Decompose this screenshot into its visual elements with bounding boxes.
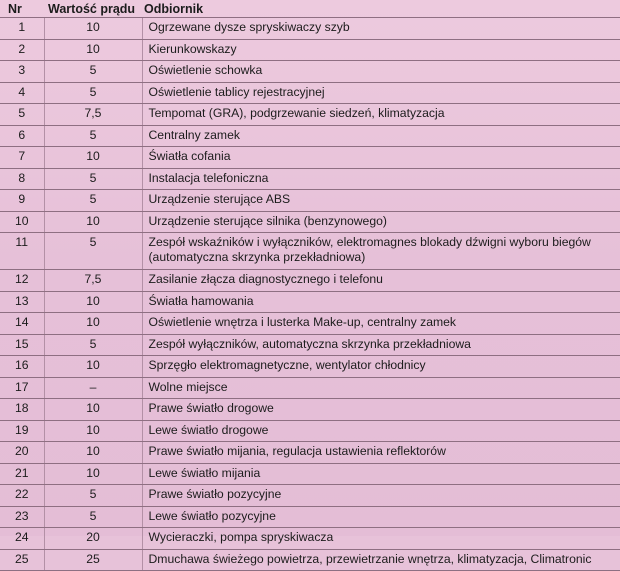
row-value: 10 — [44, 313, 142, 335]
row-receiver: Tempomat (GRA), podgrzewanie siedzeń, klimatyzacja — [142, 104, 620, 126]
row-nr: 22 — [0, 485, 44, 507]
row-nr: 14 — [0, 313, 44, 335]
row-nr: 4 — [0, 82, 44, 104]
row-nr: 19 — [0, 420, 44, 442]
row-value: 10 — [44, 420, 142, 442]
row-nr: 13 — [0, 291, 44, 313]
table-row — [0, 82, 620, 104]
row-value: 5 — [44, 190, 142, 212]
row-nr: 1 — [0, 18, 44, 40]
row-nr: 17 — [0, 377, 44, 399]
row-value: 10 — [44, 356, 142, 378]
row-value: 5 — [44, 61, 142, 83]
row-nr: 11 — [0, 233, 44, 270]
row-nr: 8 — [0, 168, 44, 190]
row-receiver: Wolne miejsce — [142, 377, 620, 399]
table-row — [0, 39, 620, 61]
row-nr: 7 — [0, 147, 44, 169]
row-receiver: Zasilanie złącza diagnostycznego i telefonu — [142, 270, 620, 292]
row-value: 7,5 — [44, 104, 142, 126]
row-receiver: Urządzenie sterujące silnika (benzynowego) — [142, 211, 620, 233]
row-nr: 16 — [0, 356, 44, 378]
row-value: 7,5 — [44, 270, 142, 292]
row-value: 5 — [44, 334, 142, 356]
table-row — [0, 356, 620, 378]
row-nr: 20 — [0, 442, 44, 464]
row-value: 5 — [44, 506, 142, 528]
table-row — [0, 18, 620, 40]
row-receiver: Urządzenie sterujące ABS — [142, 190, 620, 212]
row-receiver: Instalacja telefoniczna — [142, 168, 620, 190]
table-row — [0, 463, 620, 485]
row-receiver: Światła cofania — [142, 147, 620, 169]
row-receiver: Prawe światło pozycyjne — [142, 485, 620, 507]
table-row — [0, 168, 620, 190]
table-row — [0, 485, 620, 507]
row-receiver: Kierunkowskazy — [142, 39, 620, 61]
table-row — [0, 291, 620, 313]
fuse-table-body — [0, 18, 620, 571]
row-value: 10 — [44, 211, 142, 233]
row-receiver: Światła hamowania — [142, 291, 620, 313]
row-value: 10 — [44, 18, 142, 40]
row-nr: 23 — [0, 506, 44, 528]
row-receiver: Oświetlenie schowka — [142, 61, 620, 83]
table-row — [0, 549, 620, 571]
row-nr: 3 — [0, 61, 44, 83]
row-value: 5 — [44, 233, 142, 270]
row-value: 10 — [44, 291, 142, 313]
row-receiver: Centralny zamek — [142, 125, 620, 147]
row-value: 5 — [44, 485, 142, 507]
row-receiver: Prawe światło mijania, regulacja ustawienia reflektorów — [142, 442, 620, 464]
table-row — [0, 270, 620, 292]
row-nr: 21 — [0, 463, 44, 485]
table-row — [0, 420, 620, 442]
row-receiver: Oświetlenie wnętrza i lusterka Make-up, centralny zamek — [142, 313, 620, 335]
header-row — [0, 0, 620, 18]
row-receiver: Lewe światło drogowe — [142, 420, 620, 442]
row-value: 10 — [44, 147, 142, 169]
row-value: – — [44, 377, 142, 399]
table-row — [0, 313, 620, 335]
row-receiver: Zespół wyłączników, automatyczna skrzynka przekładniowa — [142, 334, 620, 356]
table-row — [0, 506, 620, 528]
table-row — [0, 377, 620, 399]
row-nr: 5 — [0, 104, 44, 126]
row-nr: 18 — [0, 399, 44, 421]
row-value: 5 — [44, 82, 142, 104]
row-nr: 25 — [0, 549, 44, 571]
row-receiver: Oświetlenie tablicy rejestracyjnej — [142, 82, 620, 104]
header-value: Wartość prądu — [44, 0, 142, 18]
row-nr: 6 — [0, 125, 44, 147]
row-value: 10 — [44, 39, 142, 61]
row-value: 10 — [44, 463, 142, 485]
table-row — [0, 211, 620, 233]
row-nr: 2 — [0, 39, 44, 61]
row-receiver: Ogrzewane dysze spryskiwaczy szyb — [142, 18, 620, 40]
table-row — [0, 399, 620, 421]
row-value: 10 — [44, 442, 142, 464]
row-nr: 9 — [0, 190, 44, 212]
row-value: 5 — [44, 125, 142, 147]
row-receiver: Prawe światło drogowe — [142, 399, 620, 421]
table-row — [0, 147, 620, 169]
table-row — [0, 233, 620, 270]
row-nr: 10 — [0, 211, 44, 233]
row-value: 25 — [44, 549, 142, 571]
row-receiver: Zespół wskaźników i wyłączników, elektromagnes blokady dźwigni wyboru biegów (automatyczna skrzynka przekładniowa) — [142, 233, 620, 270]
row-receiver: Lewe światło pozycyjne — [142, 506, 620, 528]
row-value: 5 — [44, 168, 142, 190]
table-row — [0, 104, 620, 126]
row-receiver: Sprzęgło elektromagnetyczne, wentylator chłodnicy — [142, 356, 620, 378]
row-nr: 15 — [0, 334, 44, 356]
row-receiver: Wycieraczki, pompa spryskiwacza — [142, 528, 620, 550]
row-value: 20 — [44, 528, 142, 550]
table-row — [0, 442, 620, 464]
row-nr: 24 — [0, 528, 44, 550]
table-row — [0, 334, 620, 356]
table-row — [0, 125, 620, 147]
row-receiver: Lewe światło mijania — [142, 463, 620, 485]
fuse-table-header — [0, 0, 620, 18]
table-row — [0, 61, 620, 83]
table-row — [0, 528, 620, 550]
row-value: 10 — [44, 399, 142, 421]
table-row — [0, 190, 620, 212]
row-receiver: Dmuchawa świeżego powietrza, przewietrzanie wnętrza, klimatyzacja, Climatronic — [142, 549, 620, 571]
header-nr: Nr — [0, 0, 44, 18]
header-receiver: Odbiornik — [142, 0, 620, 18]
row-nr: 12 — [0, 270, 44, 292]
